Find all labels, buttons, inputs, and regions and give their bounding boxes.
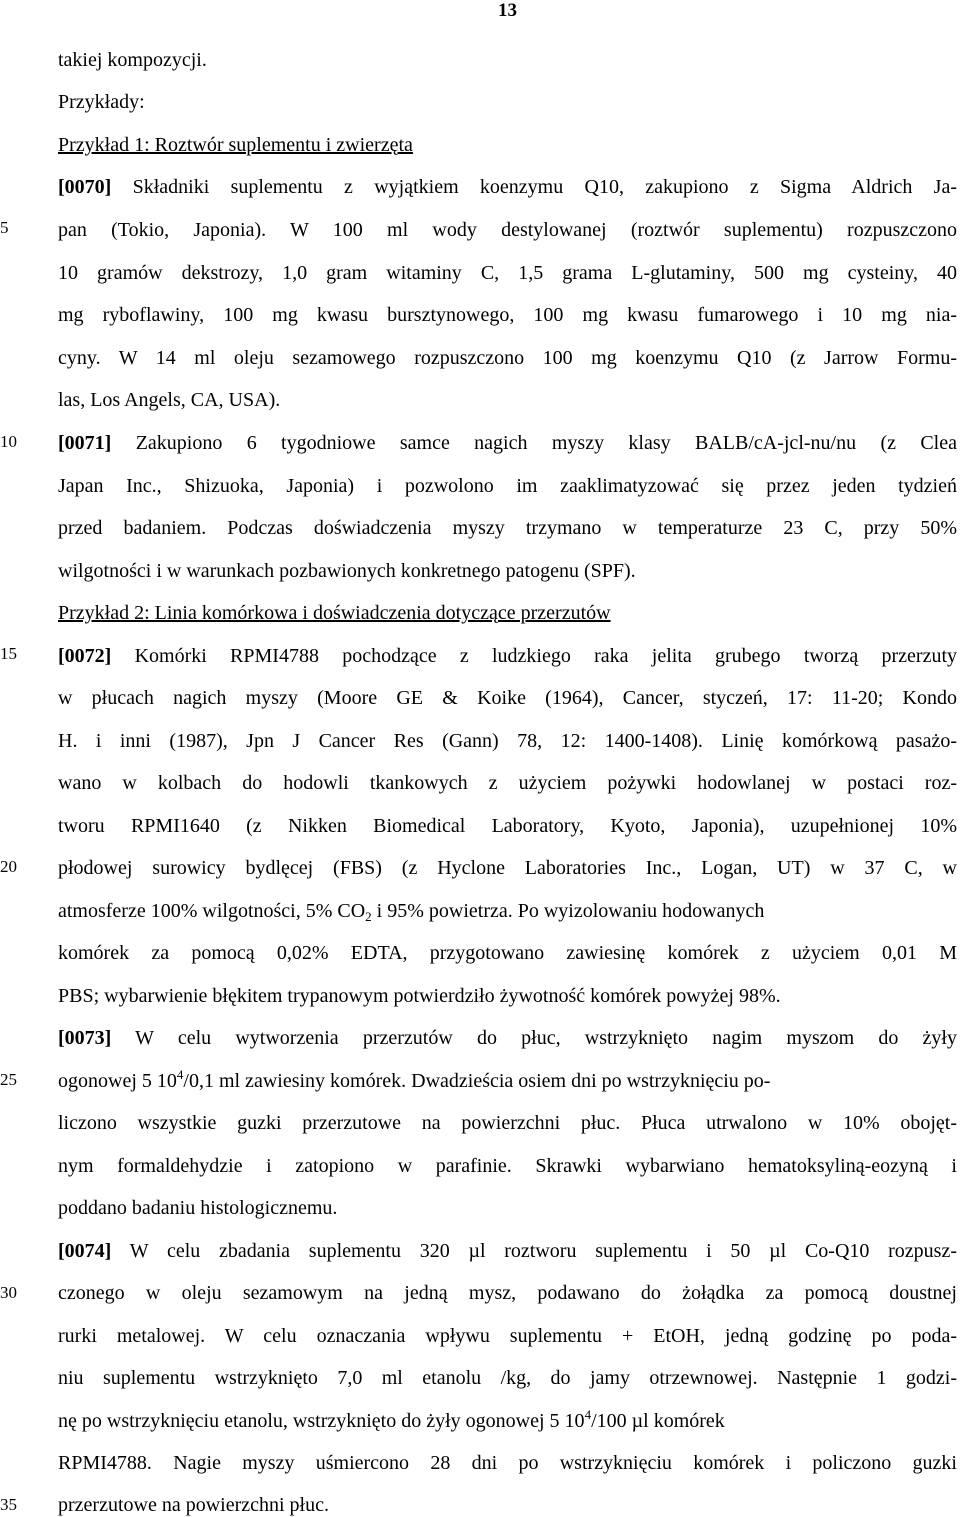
example-2-heading: Przykład 2: Linia komórkowa i doświadczenia dotyczące przerzutów [58, 602, 611, 624]
text-line: przed badaniem. Podczas doświadczenia myszy trzymano w temperaturze 23 C, przy 50% [58, 517, 957, 539]
superscript: 4 [584, 1409, 592, 1422]
line-number-35: 35 [0, 1495, 17, 1514]
text-line: płodowej surowicy bydlęcej (FBS) (z Hyclone Laboratories Inc., Logan, UT) w 37 C, w [58, 857, 957, 879]
line-number-30: 30 [0, 1283, 17, 1302]
line-number-20: 20 [0, 857, 17, 876]
text-segment: /100 µl komórek [591, 1410, 725, 1432]
text-line: wano w kolbach do hodowli tkankowych z użyciem pożywki hodowlanej w postaci roz- [58, 772, 957, 794]
line-number-10: 10 [0, 432, 17, 451]
text-line: nym formaldehydzie i zatopiono w parafinie. Skrawki wybarwiano hematoksyliną-eozyną i [58, 1155, 957, 1177]
text-line: Składniki suplementu z wyjątkiem koenzymu Q10, zakupiono z Sigma Aldrich Ja- [111, 176, 957, 198]
paragraph-tag-0072: [0072] [58, 645, 112, 667]
section-heading: Przykłady: [58, 91, 145, 113]
text-line: 10 gramów dekstrozy, 1,0 gram witaminy C, 1,5 grama L-glutaminy, 500 mg cysteiny, 40 [58, 262, 957, 284]
paragraph-0071-line [58, 431, 957, 455]
text-line: las, Los Angels, CA, USA). [58, 389, 281, 411]
text-segment: nę po wstrzyknięciu etanolu, wstrzyknięto do żyły ogonowej 5 10 [58, 1410, 585, 1432]
paragraph-tag-0071: [0071] [58, 432, 112, 454]
text-line: komórek za pomocą 0,02% EDTA, przygotowano zawiesinę komórek z użyciem 0,01 M [58, 942, 957, 964]
text-segment: ogonowej 5 10 [58, 1070, 177, 1092]
text-line-co2 [58, 899, 957, 923]
text-line: pan (Tokio, Japonia). W 100 ml wody destylowanej (roztwór suplementu) rozpuszczono [58, 219, 957, 241]
text-line: Komórki RPMI4788 pochodzące z ludzkiego raka jelita grubego tworzą przerzuty [111, 645, 957, 667]
subscript: 2 [365, 909, 372, 923]
text-segment: atmosferze 100% wilgotności, 5% CO [58, 900, 366, 922]
text-line: RPMI4788. Nagie myszy uśmiercono 28 dni po wstrzyknięciu komórek i policzono guzki [58, 1452, 957, 1474]
paragraph-0072-line [58, 644, 957, 668]
example-1-heading: Przykład 1: Roztwór suplementu i zwierzęta [58, 134, 413, 156]
text-line: liczono wszystkie guzki przerzutowe na powierzchni płuc. Płuca utrwalono w 10% obojęt- [58, 1112, 957, 1134]
page-number: 13 [498, 0, 517, 21]
text-line: W celu wytworzenia przerzutów do płuc, wstrzyknięto nagim myszom do żyły [111, 1027, 957, 1049]
text-line: PBS; wybarwienie błękitem trypanowym potwierdziło żywotność komórek powyżej 98%. [58, 985, 781, 1007]
text-line: takiej kompozycji. [58, 49, 207, 71]
paragraph-0073-line [58, 1026, 957, 1050]
paragraph-tag-0070: [0070] [58, 176, 112, 198]
text-line: czonego w oleju sezamowym na jedną mysz, podawano do żołądka za pomocą doustnej [58, 1282, 957, 1304]
text-line-exponent [58, 1409, 957, 1433]
text-line: niu suplementu wstrzyknięto 7,0 ml etanolu /kg, do jamy otrzewnowej. Następnie 1 godzi- [58, 1367, 957, 1389]
text-segment: i 95% powietrza. Po wyizolowaniu hodowanych [371, 900, 765, 922]
text-line: w płucach nagich myszy (Moore GE & Koike (1964), Cancer, styczeń, 17: 11-20; Kondo [58, 687, 957, 709]
paragraph-tag-0074: [0074] [58, 1240, 112, 1262]
line-number-5: 5 [0, 218, 9, 237]
text-line: H. i inni (1987), Jpn J Cancer Res (Gann) 78, 12: 1400-1408). Linię komórkową pasażo- [58, 730, 957, 752]
text-line: cyny. W 14 ml oleju sezamowego rozpuszczono 100 mg koenzymu Q10 (z Jarrow Formu- [58, 347, 957, 369]
text-line: mg ryboflawiny, 100 mg kwasu bursztynowego, 100 mg kwasu fumarowego i 10 mg nia- [58, 304, 957, 326]
line-number-25: 25 [0, 1070, 17, 1089]
superscript: 4 [176, 1069, 184, 1082]
text-line: Japan Inc., Shizuoka, Japonia) i pozwolono im zaaklimatyzować się przez jeden tydzień [58, 475, 957, 497]
line-number-15: 15 [0, 644, 17, 663]
text-line: Zakupiono 6 tygodniowe samce nagich myszy klasy BALB/cA-jcl-nu/nu (z Clea [111, 432, 957, 454]
paragraph-tag-0073: [0073] [58, 1027, 112, 1049]
text-line: tworu RPMI1640 (z Nikken Biomedical Laboratory, Kyoto, Japonia), uzupełnionej 10% [58, 815, 957, 837]
text-line-exponent [58, 1069, 957, 1093]
text-line: wilgotności i w warunkach pozbawionych konkretnego patogenu (SPF). [58, 560, 636, 582]
text-segment: /0,1 ml zawiesiny komórek. Dwadzieścia osiem dni po wstrzyknięciu po- [183, 1070, 771, 1092]
text-line: poddano badaniu histologicznemu. [58, 1197, 338, 1219]
text-line: W celu zbadania suplementu 320 µl roztworu suplementu i 50 µl Co-Q10 rozpusz- [111, 1240, 957, 1262]
text-line: rurki metalowej. W celu oznaczania wpływu suplementu + EtOH, jedną godzinę po poda- [58, 1325, 957, 1347]
paragraph-0070-line [58, 175, 957, 199]
text-line: przerzutowe na powierzchni płuc. [58, 1494, 329, 1516]
paragraph-0074-line [58, 1239, 957, 1263]
